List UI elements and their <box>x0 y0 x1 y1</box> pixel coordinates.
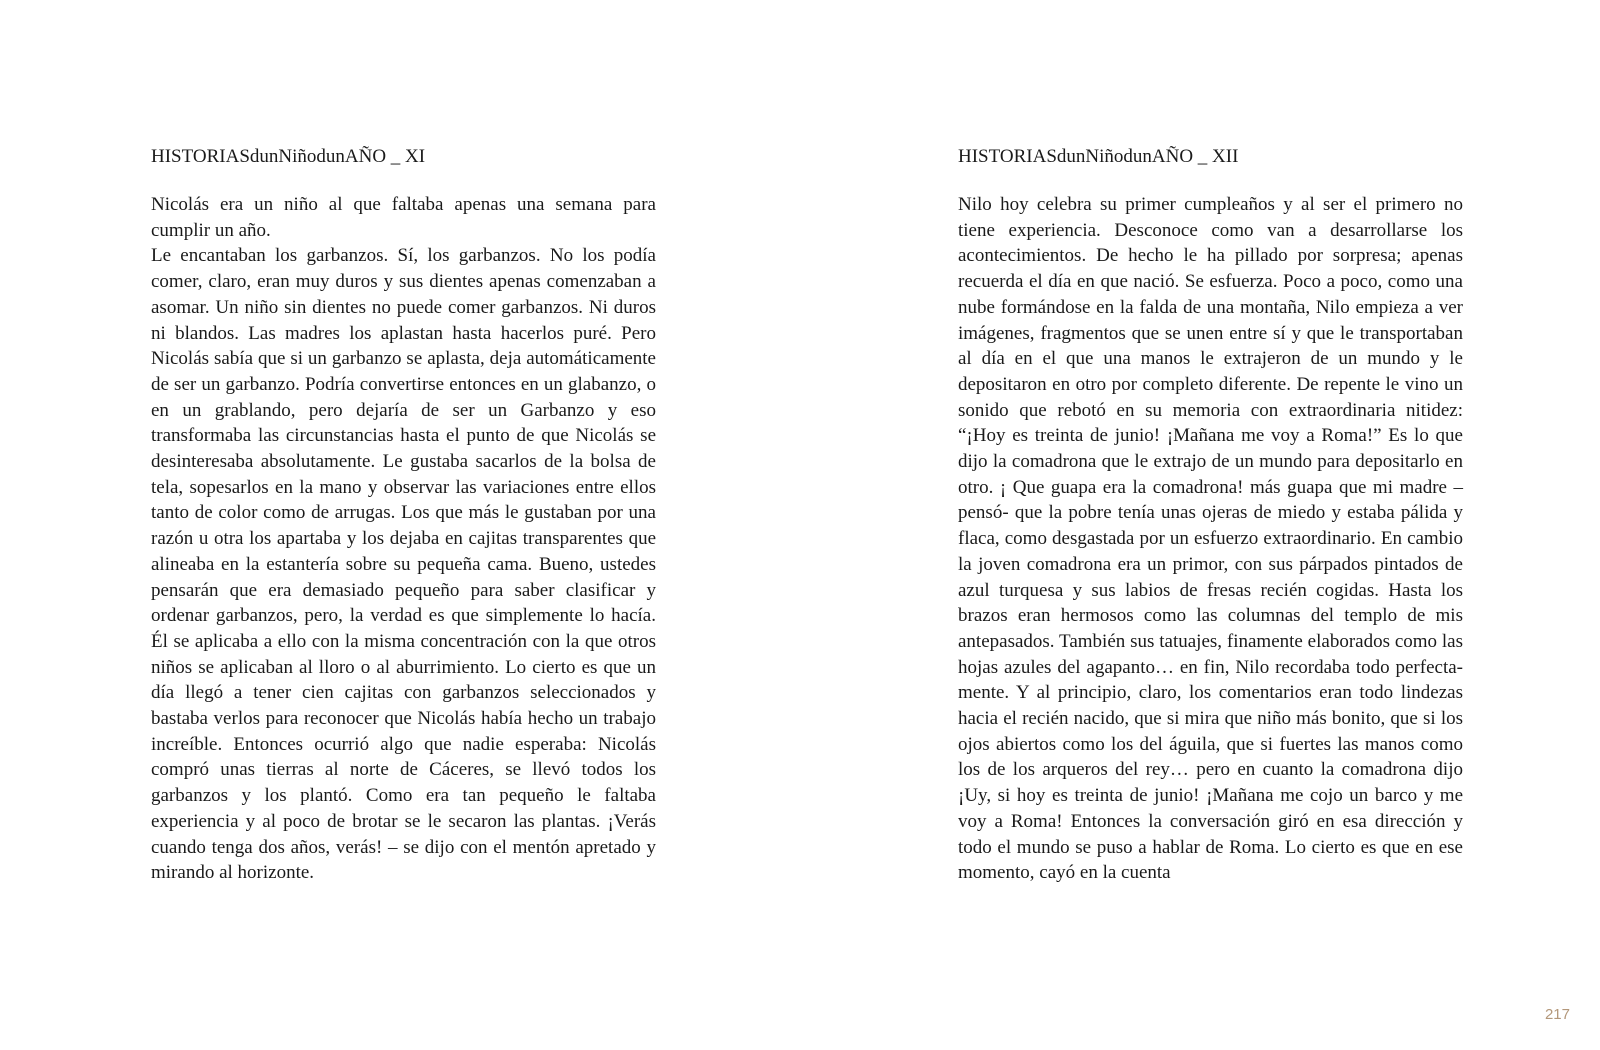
running-head-right: HISTORIASdunNiñodunAÑO _ XII <box>958 146 1239 167</box>
paragraph: Nilo hoy celebra su primer cumpleaños y al ser el primero no tiene experiencia. Desconoce como van a desarrollarse los acontecimientos. De hecho le ha pillado por sorpresa; apenas recuerda el día en que nació. Se esfuerza. Poco a poco, como una nube formándose en la falda de una montaña, Nilo empieza a ver imágenes, fragmentos que se unen entre sí y que le transportaban al día en el que una manos le extrajeron de un mundo y le depositaron en otro por completo diferente. De repente le vino un sonido que rebotó en su memoria con extraordinaria nitidez: “¡Hoy es treinta de junio! ¡Mañana me voy a Roma!” Es lo que dijo la comadrona que le extrajo de un mundo para depositarlo en otro. ¡ Que guapa era la comadrona! más guapa que mi madre –pensó- que la pobre tenía unas ojeras de miedo y estaba pálida y flaca, como desgastada por un esfuerzo extraordinario. En cambio la joven comadrona era un primor, con sus párpados pintados de azul turquesa y sus labios de fresas recién cogidas. Hasta los brazos eran hermosos como las columnas del templo de mis antepasados. También sus tatuajes, finamente elaborados como las hojas azules del agapanto… en fin, Nilo recordaba todo perfectamente. Y al principio, claro, los comentarios eran todo lindezas hacia el recién nacido, que si mira que niño más bonito, que si los ojos abiertos como los del águila, que si fuertes las manos como los de los arqueros del rey… pero en cuanto la comadrona dijo ¡Uy, si hoy es treinta de junio! ¡Mañana me cojo un barco y me voy a Roma! Entonces la conversación giró en esa dirección y todo el mundo se puso a hablar de Roma. Lo cierto es que en ese momento, cayó en la cuenta <box>958 194 1463 884</box>
right-page <box>958 144 1463 886</box>
body-text-right <box>958 192 1463 886</box>
body-text-left <box>151 192 656 886</box>
paragraph: Le encantaban los garbanzos. Sí, los garbanzos. No los podía comer, claro, eran muy duros y sus dientes apenas comenzaban a asomar. Un niño sin dientes no puede comer garbanzos. Ni duros ni blandos. Las madres los aplastan hasta hacerlos puré. Pero Nicolás sabía que si un garbanzo se aplasta, deja automáticamente de ser un garbanzo. Podría convertirse entonces en un glabanzo, o en un grablando, pero dejaría de ser un Garbanzo y eso transformaba las circunstancias hasta el punto de que Nicolás se desinteresaba absolutamente. Le gustaba sacarlos de la bolsa de tela, sopesarlos en la mano y observar las variaciones entre ellos tanto de color como de arrugas. Los que más le gustaban por una razón u otra los apartaba y los dejaba en cajitas transparentes que alineaba en la estantería sobre su pequeña cama. Bueno, ustedes pensarán que era demasiado pequeño para saber clasificar y ordenar garbanzos, pero, la verdad es que simplemente lo hacía. Él se aplicaba a ello con la misma concentración con la que otros niños se aplicaban al lloro o al aburrimiento. Lo cierto es que un día llegó a tener cien cajitas con garbanzos seleccionados y bastaba verlos para reconocer que Nicolás había hecho un trabajo increíble. Entonces ocurrió algo que nadie esperaba: Nicolás compró unas tierras al norte de Cáceres, se llevó todos los garbanzos y los plantó. Como era tan pequeño le faltaba experiencia y al poco de brotar se le secaron las plantas. ¡Verás cuando tenga dos años, verás! – se dijo con el mentón apretado y mirando al horizonte. <box>151 245 656 884</box>
running-head-left: HISTORIASdunNiñodunAÑO _ XI <box>151 146 426 167</box>
page-number: 217 <box>1544 1006 1570 1023</box>
left-page <box>151 144 656 886</box>
paragraph: Nicolás era un niño al que faltaba apenas una semana para cumplir un año. <box>151 194 656 241</box>
